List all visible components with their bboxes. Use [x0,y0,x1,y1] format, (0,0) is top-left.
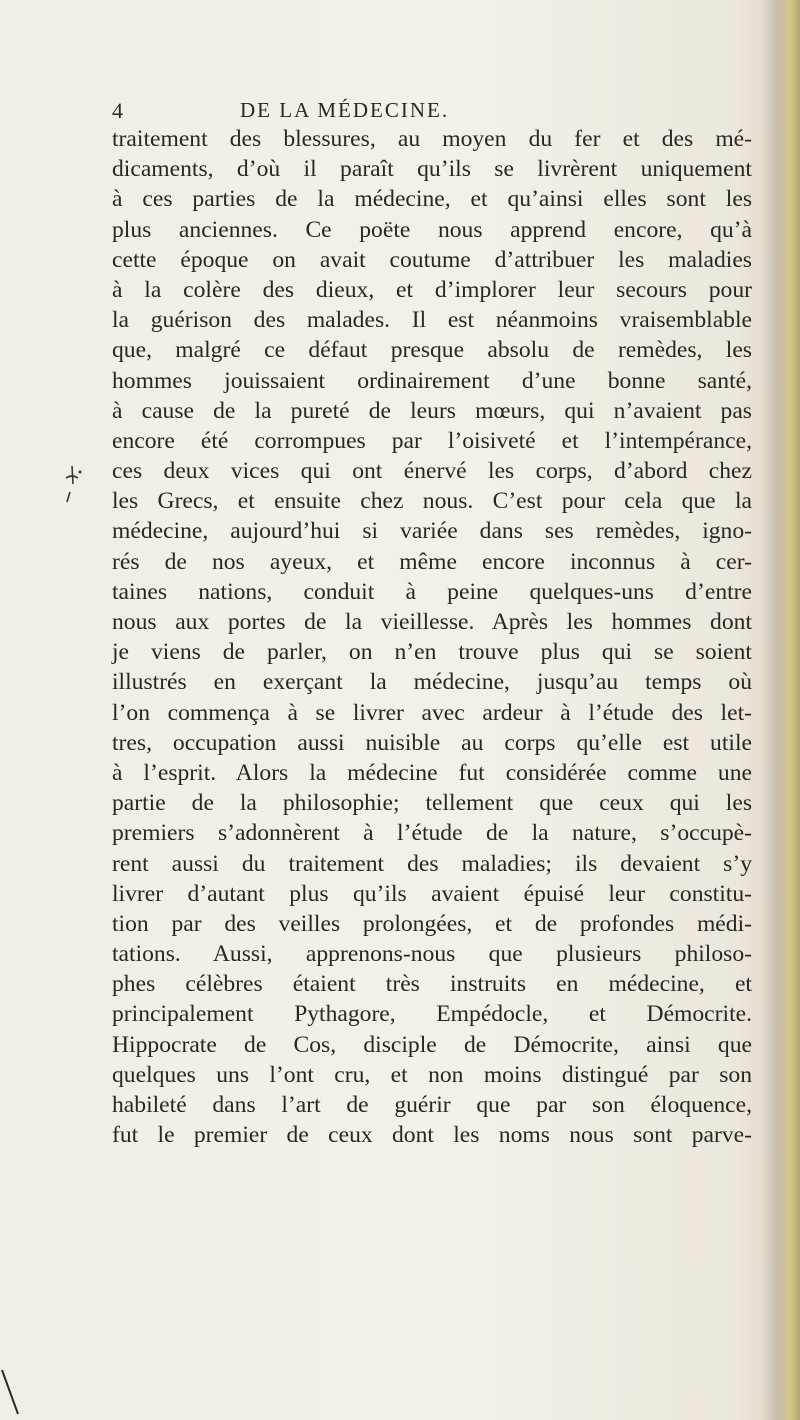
text-line: nous aux portes de la vieillesse. Après les hommes dont [112,609,752,635]
text-line: rent aussi du traitement des maladies; ils devaient s’y [112,850,752,877]
text-line: principalement Pythagore, Empédocle, et Démocrite. [112,1001,752,1028]
text-line: à ces parties de la médecine, et qu’ainsi elles sont les [112,186,752,213]
text-line: hommes jouissaient ordinairement d’une bonne santé, [112,367,752,394]
page-edge-shadow [762,0,800,1420]
text-line: tres, occupation aussi nuisible au corps qu’elle est utile [112,729,752,756]
text-line: phes célèbres étaient très instruits en médecine, et [112,971,752,998]
running-head: DE LA MÉDECINE. [240,98,450,122]
margin-ink-mark [60,464,84,504]
text-line: illustrés en exerçant la médecine, jusqu’au temps où [112,669,752,696]
corner-ink-mark [0,1368,20,1418]
text-line: je viens de parler, on n’en trouve plus qui se soient [112,639,752,666]
text-line: à cause de la pureté de leurs mœurs, qui n’avaient pas [112,397,752,424]
text-line: tations. Aussi, apprenons-nous que plusieurs philoso- [112,941,752,968]
text-line: tion par des veilles prolongées, et de profondes médi- [112,910,752,937]
text-line: cette époque on avait coutume d’attribuer les maladies [112,246,752,273]
text-line: quelques uns l’ont cru, et non moins distingué par son [112,1061,752,1088]
text-line: l’on commença à se livrer avec ardeur à l’étude des let- [112,699,752,726]
text-line: fut le premier de ceux dont les noms nous sont parve- [112,1122,752,1149]
body-text [112,124,752,1150]
text-line: que, malgré ce défaut presque absolu de remèdes, les [112,337,752,364]
text-line: Hippocrate de Cos, disciple de Démocrite, ainsi que [112,1031,752,1058]
text-line: rés de nos ayeux, et même encore inconnus à cer- [112,548,752,575]
text-line: plus anciennes. Ce poëte nous apprend encore, qu’à [112,216,752,243]
text-line: ces deux vices qui ont énervé les corps, d’abord chez [112,458,752,485]
text-line: traitement des blessures, au moyen du fer et des mé- [112,126,752,152]
text-line: dicaments, d’où il paraît qu’ils se livrèrent uniquement [112,156,752,183]
text-line: partie de la philosophie; tellement que ceux qui les [112,790,752,817]
text-line: à l’esprit. Alors la médecine fut considérée comme une [112,759,752,786]
text-line: les Grecs, et ensuite chez nous. C’est pour cela que la [112,488,752,515]
text-line: livrer d’autant plus qu’ils avaient épuisé leur constitu- [112,880,752,907]
text-line: médecine, aujourd’hui si variée dans ses remèdes, igno- [112,518,752,545]
text-line: habileté dans l’art de guérir que par son éloquence, [112,1092,752,1118]
page-number: 4 [112,98,123,123]
text-line: premiers s’adonnèrent à l’étude de la nature, s’occupè- [112,820,752,847]
text-line: la guérison des malades. Il est néanmoins vraisemblable [112,307,752,334]
text-line: encore été corrompues par l’oisiveté et l’intempérance, [112,427,752,454]
text-line: à la colère des dieux, et d’implorer leur secours pour [112,276,752,303]
text-line: taines nations, conduit à peine quelques-uns d’entre [112,578,752,605]
